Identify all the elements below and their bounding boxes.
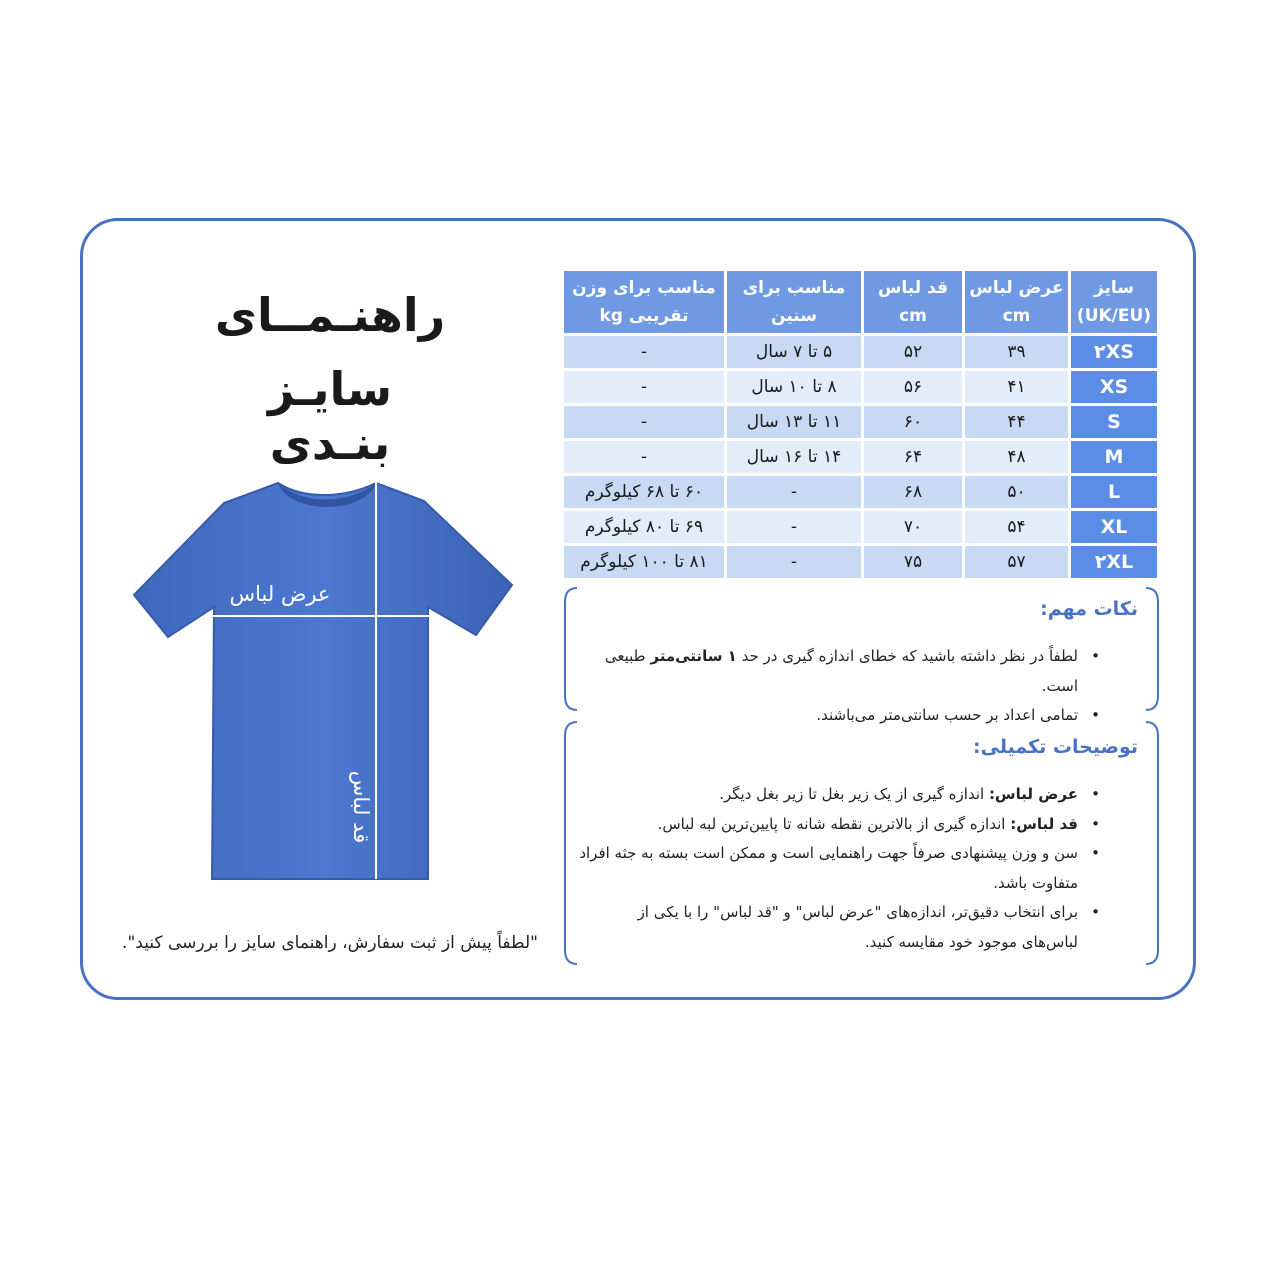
width-cell: ۴۴: [965, 406, 1068, 438]
age-cell: ۸ تا ۱۰ سال: [727, 371, 861, 403]
table-row: [564, 336, 1157, 368]
size-cell: ۲XS: [1071, 336, 1157, 368]
weight-cell: -: [564, 371, 724, 403]
weight-cell: -: [564, 406, 724, 438]
weight-cell: -: [564, 336, 724, 368]
header-width: عرض لباس cm: [965, 271, 1068, 333]
table-row: [564, 406, 1157, 438]
weight-cell: ۸۱ تا ۱۰۰ کیلوگرم: [564, 546, 724, 578]
header-size: سایز (UK/EU): [1071, 271, 1157, 333]
size-cell: ۲XL: [1071, 546, 1157, 578]
size-cell: XL: [1071, 511, 1157, 543]
size-cell: M: [1071, 441, 1157, 473]
page-title-line2: سایـز بنـدی: [267, 362, 393, 470]
width-cell: ۴۸: [965, 441, 1068, 473]
length-label: قد لباس: [349, 770, 373, 844]
age-cell: -: [727, 546, 861, 578]
header-age: مناسب برای سنین: [727, 271, 861, 333]
length-cell: ۶۴: [864, 441, 962, 473]
details-item-age-weight: • سن و وزن پیشنهادی صرفاً جهت راهنمایی است و ممکن است بسته به جثه افراد متفاوت باشد.: [579, 839, 1100, 898]
table-row: [564, 511, 1157, 543]
size-cell: L: [1071, 476, 1157, 508]
details-item-length: • قد لباس: اندازه گیری از بالاترین نقطه شانه تا پایین‌ترین لبه لباس.: [579, 810, 1100, 840]
age-cell: ۱۱ تا ۱۳ سال: [727, 406, 861, 438]
notes-item-2: • تمامی اعداد بر حسب سانتی‌متر می‌باشند.: [579, 701, 1100, 731]
page-title-line1: راهنـمــای: [214, 288, 446, 342]
table-row: [564, 546, 1157, 578]
table-row: [564, 371, 1157, 403]
table-header-row: [564, 271, 1157, 333]
width-cell: ۵۰: [965, 476, 1068, 508]
weight-cell: ۶۰ تا ۶۸ کیلوگرم: [564, 476, 724, 508]
length-cell: ۶۸: [864, 476, 962, 508]
tshirt-body: [134, 483, 512, 879]
age-cell: -: [727, 476, 861, 508]
age-cell: ۵ تا ۷ سال: [727, 336, 861, 368]
notes-box: [563, 586, 1160, 724]
notes-item-1: • لطفاً در نظر داشته باشید که خطای اندازه گیری در حد ۱ سانتی‌متر طبیعی است.: [579, 642, 1100, 701]
length-cell: ۵۲: [864, 336, 962, 368]
details-item-width: • عرض لباس: اندازه گیری از یک زیر بغل تا زیر بغل دیگر.: [579, 780, 1100, 810]
header-weight: مناسب برای وزن تقریبی kg: [564, 271, 724, 333]
age-cell: ۱۴ تا ۱۶ سال: [727, 441, 861, 473]
width-label: عرض لباس: [229, 582, 331, 606]
width-cell: ۳۹: [965, 336, 1068, 368]
width-cell: ۴۱: [965, 371, 1068, 403]
notes-title: نکات مهم:: [1040, 598, 1138, 620]
length-cell: ۶۰: [864, 406, 962, 438]
width-cell: ۵۴: [965, 511, 1068, 543]
tshirt-illustration: [128, 475, 520, 885]
width-cell: ۵۷: [965, 546, 1068, 578]
details-box: [563, 720, 1160, 966]
length-cell: ۷۵: [864, 546, 962, 578]
table-row: [564, 441, 1157, 473]
details-item-compare: • برای انتخاب دقیق‌تر، اندازه‌های "عرض لباس" و "قد لباس" را با یکی از لباس‌های موجود خود مقایسه کنید.: [579, 898, 1100, 957]
age-cell: -: [727, 511, 861, 543]
table-row: [564, 476, 1157, 508]
length-cell: ۷۰: [864, 511, 962, 543]
details-title: توضیحات تکمیلی:: [973, 736, 1138, 758]
size-cell: S: [1071, 406, 1157, 438]
weight-cell: -: [564, 441, 724, 473]
header-length: قد لباس cm: [864, 271, 962, 333]
size-table: [561, 268, 1160, 581]
size-cell: XS: [1071, 371, 1157, 403]
footer-note: "لطفاً پیش از ثبت سفارش، راهنمای سایز را بررسی کنید".: [122, 933, 538, 953]
length-cell: ۵۶: [864, 371, 962, 403]
weight-cell: ۶۹ تا ۸۰ کیلوگرم: [564, 511, 724, 543]
